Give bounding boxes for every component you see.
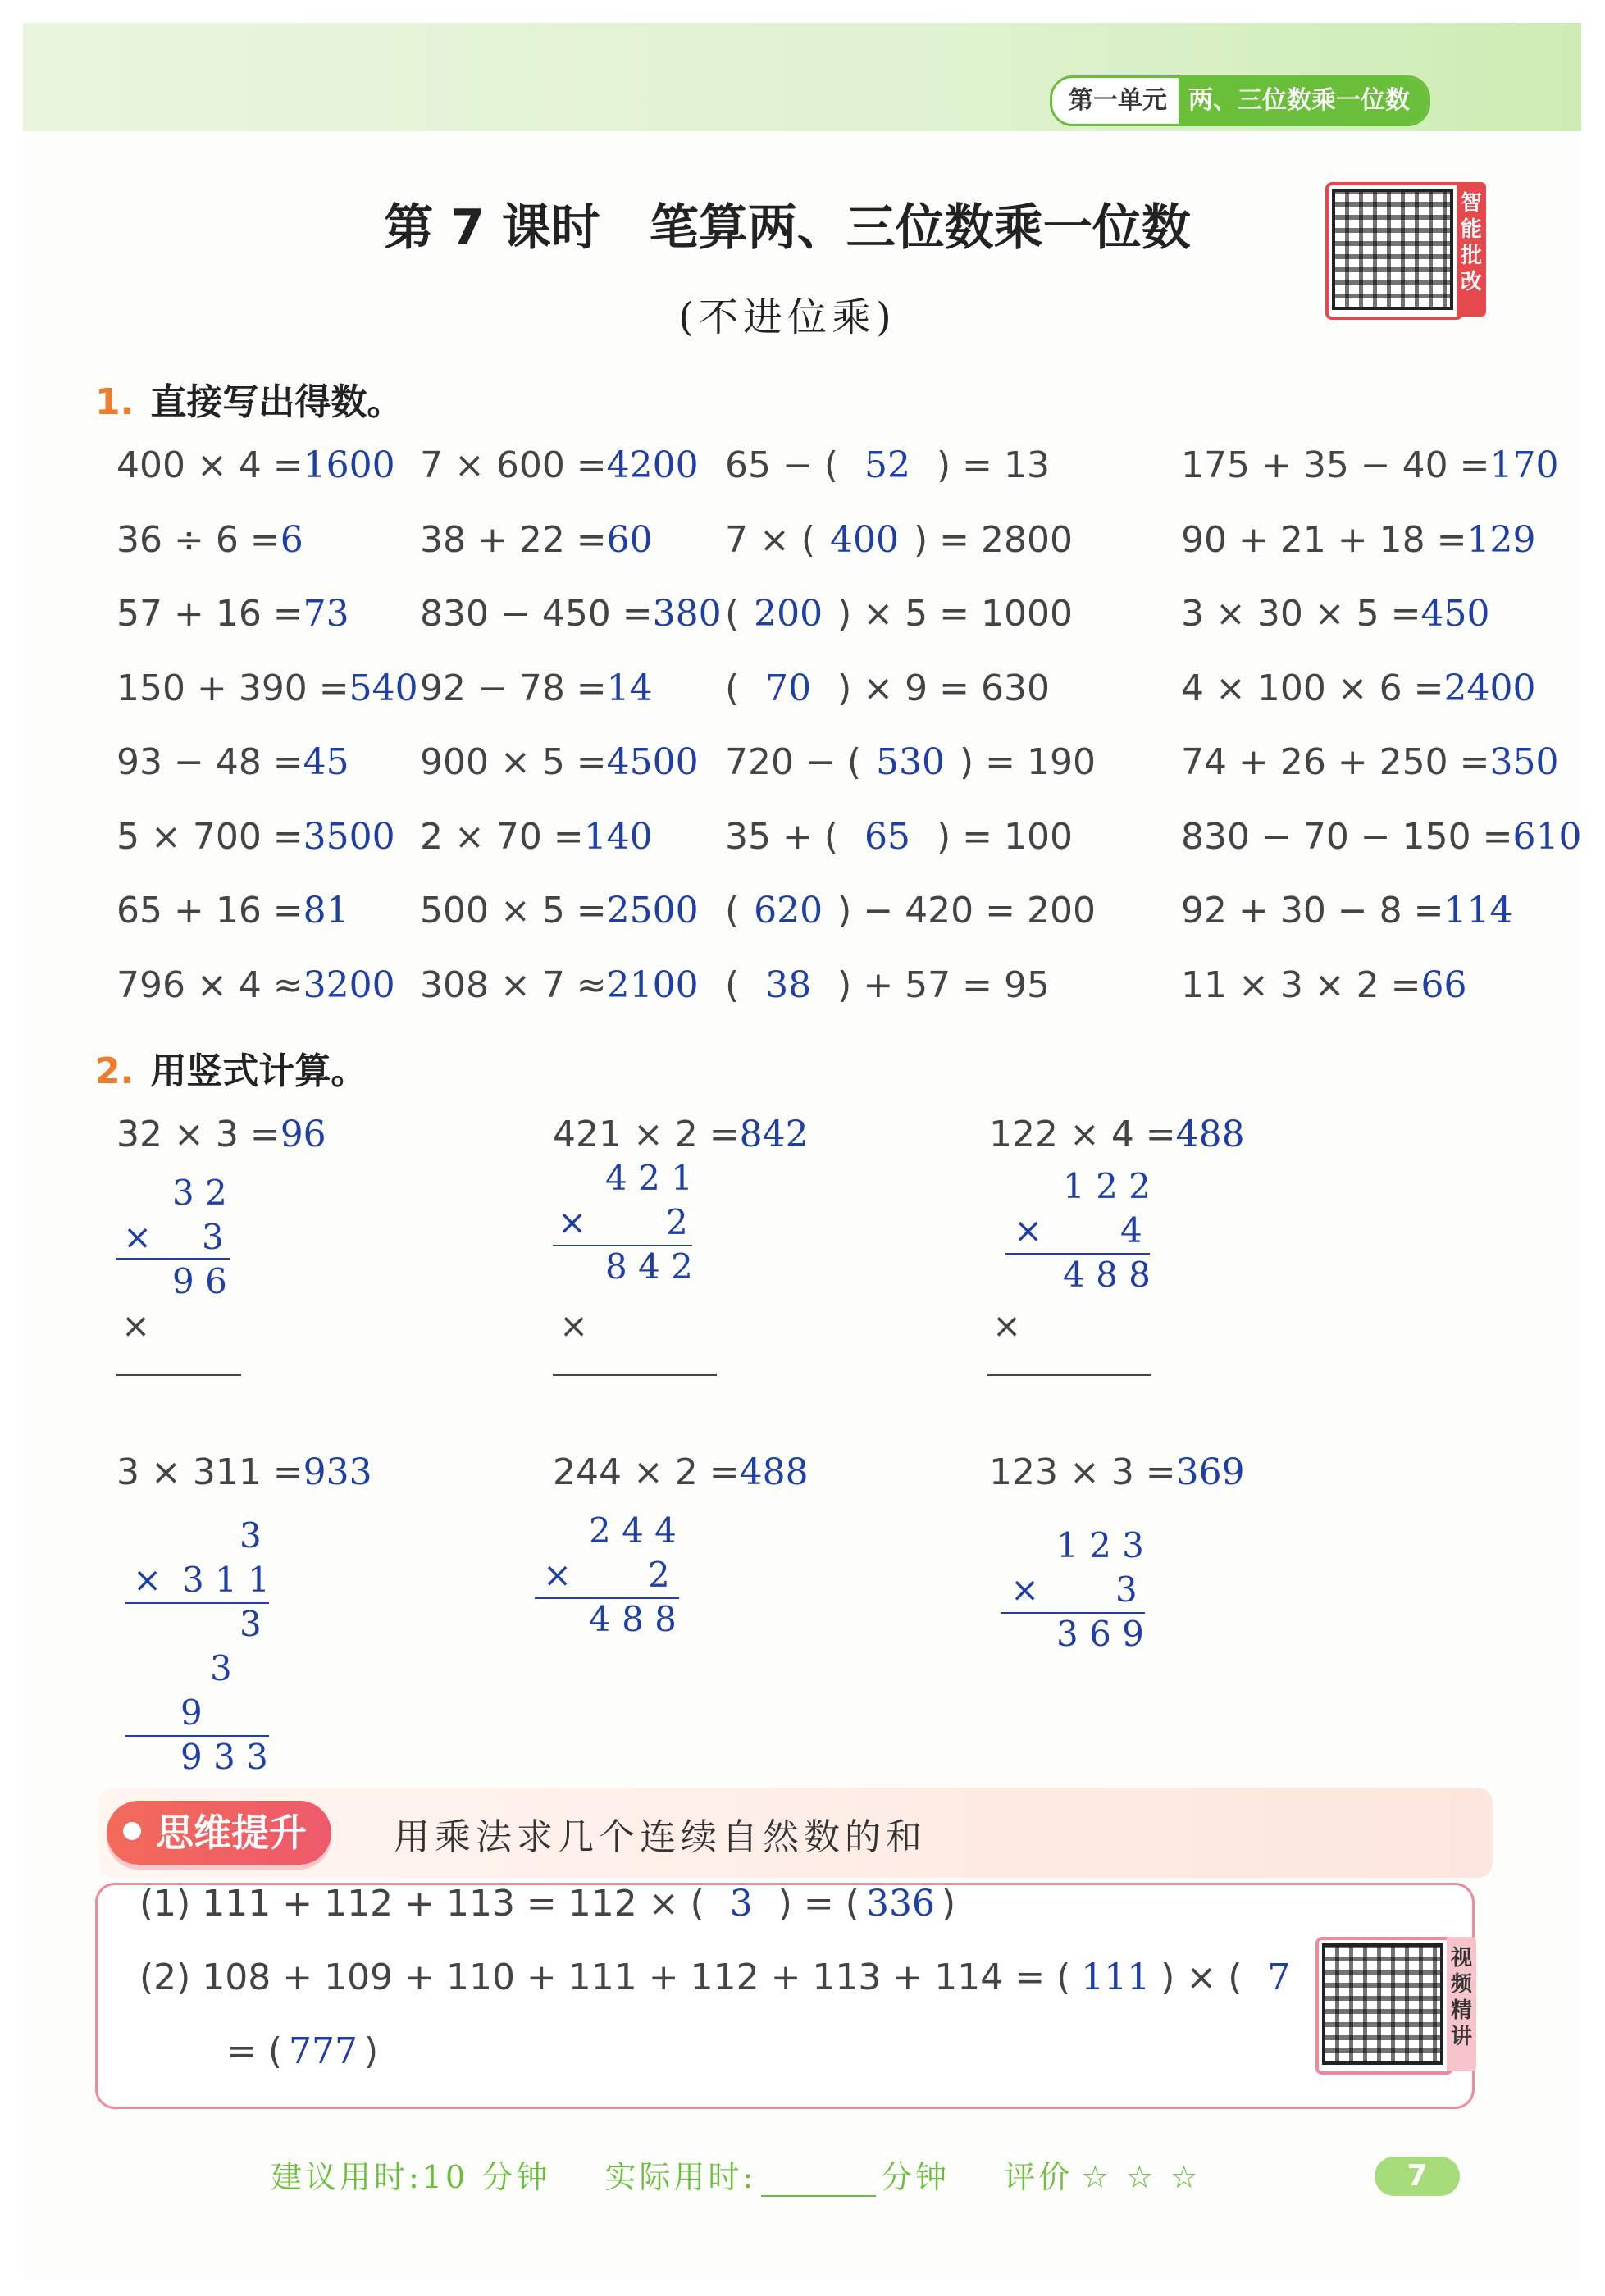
- oral-calc-item: 308 × 7 ≈2100: [420, 963, 699, 1006]
- vertical-result: 3 6 9: [1056, 1614, 1144, 1654]
- oral-calc-item: ( 70 ) × 9 = 630: [725, 667, 1050, 709]
- unit-label: 第一单元: [1069, 86, 1167, 115]
- answer: 380: [652, 593, 722, 635]
- oral-calc-item: 36 ÷ 6 =6: [116, 518, 303, 561]
- answer: 3: [729, 1883, 753, 1925]
- answer: 2500: [606, 890, 699, 932]
- lesson-title: 第 7 课时 笔算两、三位数乘一位数: [384, 199, 1191, 257]
- vertical-result: 9 6: [172, 1261, 227, 1301]
- oral-calc-item: 2 × 70 =140: [420, 815, 653, 858]
- answer: 450: [1420, 593, 1490, 635]
- answer: 400: [830, 518, 899, 561]
- vertical-top: 3: [239, 1515, 262, 1556]
- answer: 52: [864, 444, 910, 486]
- oral-calc-item: 150 + 390 =540: [116, 667, 418, 709]
- section-label: 直接写出得数。: [150, 381, 404, 423]
- qr-code-icon[interactable]: [1332, 189, 1453, 310]
- partial-product: 3: [210, 1648, 232, 1688]
- thinking-title: 用乘法求几个连续自然数的和: [394, 1816, 927, 1858]
- thinking-tag: 思维提升: [107, 1801, 331, 1865]
- oral-calc-item: 65 − ( 52 ) = 13: [725, 444, 1050, 486]
- vertical-problem-1: 32 × 3 =96: [116, 1114, 326, 1155]
- qr-label-char: 批: [1460, 244, 1482, 268]
- oral-calc-item: ( 200 ) × 5 = 1000: [725, 593, 1073, 635]
- thinking-question-2-result: = ( 777 ): [226, 2030, 379, 2072]
- vertical-top: 1 2 3: [1056, 1525, 1144, 1565]
- oral-calc-item: 7 × ( 400 ) = 2800: [725, 518, 1073, 561]
- oral-calc-item: ( 620 ) − 420 = 200: [725, 890, 1096, 932]
- answer: 200: [754, 593, 823, 635]
- oral-calc-item: 500 × 5 =2500: [420, 890, 699, 932]
- answer: 81: [303, 890, 349, 932]
- times-sign: ×: [558, 1202, 587, 1242]
- vertical-multiplier: 4: [1120, 1210, 1142, 1250]
- oral-calc-item: 3 × 30 × 5 =450: [1181, 593, 1490, 635]
- answer: 540: [349, 667, 418, 709]
- oral-calc-item: 65 + 16 =81: [116, 890, 349, 932]
- oral-calc-item: 5 × 700 =3500: [116, 815, 395, 858]
- answer: 336: [865, 1883, 935, 1925]
- footer-timing: [271, 2152, 1201, 2197]
- answer: 65: [864, 815, 910, 858]
- answer: 45: [303, 741, 349, 783]
- oral-calc-item: 38 + 22 =60: [420, 518, 653, 561]
- oral-calc-item: 90 + 21 + 18 =129: [1181, 518, 1536, 561]
- vertical-multiplier: 2: [666, 1202, 688, 1242]
- thinking-question-2: (2) 108 + 109 + 110 + 111 + 112 + 113 + 114 = ( 111 ) × ( 7: [139, 1957, 1330, 1998]
- answer: 2100: [606, 963, 699, 1006]
- oral-calc-item: 57 + 16 =73: [116, 593, 349, 635]
- answer: 842: [739, 1114, 809, 1155]
- vertical-multiplier: 2: [648, 1555, 670, 1595]
- qr-label-char: 精: [1450, 1998, 1472, 2023]
- answer: 96: [280, 1114, 326, 1155]
- vertical-top: 3 2: [172, 1173, 227, 1213]
- blank-line: [987, 1374, 1151, 1376]
- answer: 620: [754, 890, 823, 932]
- answer: 6: [280, 518, 303, 561]
- times-sign: ×: [133, 1560, 162, 1600]
- answer: 4500: [606, 741, 699, 783]
- oral-calc-item: 74 + 26 + 250 =350: [1181, 741, 1559, 783]
- blank-line: [553, 1374, 717, 1376]
- qr-label-top: [1457, 182, 1486, 317]
- answer: 1600: [303, 444, 395, 486]
- section-1-heading: [95, 372, 403, 425]
- unit-topic: 两、三位数乘一位数: [1179, 78, 1428, 124]
- answer: 369: [1175, 1451, 1245, 1493]
- vertical-top: 1 2 2: [1063, 1166, 1151, 1206]
- vertical-multiplier: 3: [202, 1217, 224, 1257]
- oral-calc-item: 4 × 100 × 6 =2400: [1181, 667, 1536, 709]
- unit-badge: [1050, 75, 1430, 126]
- rating-label: 评价: [1004, 2159, 1074, 2195]
- oral-calc-item: 7 × 600 =4200: [420, 444, 699, 486]
- answer: 610: [1512, 815, 1582, 858]
- section-2-heading: [95, 1041, 367, 1094]
- times-sign: ×: [1014, 1210, 1043, 1250]
- partial-product: 3: [239, 1604, 262, 1644]
- qr-label-char: 频: [1450, 1972, 1472, 1997]
- page-number: 7: [1375, 2157, 1460, 2196]
- times-sign: ×: [1010, 1569, 1040, 1610]
- oral-calc-item: 900 × 5 =4500: [420, 741, 699, 783]
- qr-label-char: 讲: [1450, 2025, 1472, 2049]
- vertical-problem-6: 123 × 3 =369: [989, 1451, 1245, 1493]
- answer: 170: [1489, 444, 1559, 486]
- answer: 350: [1489, 741, 1559, 783]
- answer: 111: [1081, 1957, 1151, 1998]
- answer: 114: [1443, 890, 1513, 932]
- star-icon[interactable]: ☆ ☆ ☆: [1081, 2159, 1201, 2195]
- vertical-result: 8 4 2: [605, 1246, 693, 1287]
- vertical-problem-3: 122 × 4 =488: [989, 1114, 1245, 1155]
- lesson-subtitle: (不进位乘): [678, 294, 896, 340]
- oral-calc-item: 720 − ( 530 ) = 190: [725, 741, 1096, 783]
- vertical-multiplier: 3: [1115, 1569, 1138, 1610]
- oral-calc-item: 92 + 30 − 8 =114: [1181, 890, 1513, 932]
- answer: 4200: [606, 444, 699, 486]
- vertical-problem-2: 421 × 2 =842: [553, 1114, 809, 1155]
- answer: 7: [1267, 1957, 1291, 1998]
- answer: 66: [1420, 963, 1467, 1006]
- section-number: 1.: [95, 381, 135, 423]
- answer: 70: [765, 667, 812, 709]
- answer: 3200: [303, 963, 395, 1006]
- section-number: 2.: [95, 1050, 135, 1092]
- section-label: 用竖式计算。: [150, 1050, 367, 1092]
- answer: 14: [606, 667, 653, 709]
- times-sign: ×: [559, 1305, 589, 1346]
- vertical-multiplier: 3 1 1: [182, 1560, 270, 1600]
- answer: 933: [303, 1451, 372, 1493]
- oral-calc-item: 400 × 4 =1600: [116, 444, 395, 486]
- oral-calc-item: 796 × 4 ≈3200: [116, 963, 395, 1006]
- oral-calc-item: 92 − 78 =14: [420, 667, 653, 709]
- oral-calc-item: ( 38 ) + 57 = 95: [725, 963, 1050, 1006]
- times-sign: ×: [121, 1305, 151, 1346]
- actual-time-blank[interactable]: [761, 2171, 876, 2197]
- answer: 777: [289, 2030, 358, 2072]
- qr-code-icon[interactable]: [1322, 1943, 1443, 2065]
- answer: 488: [1175, 1114, 1245, 1155]
- qr-label-char: 智: [1460, 191, 1482, 216]
- oral-calc-item: 830 − 70 − 150 =610: [1181, 815, 1582, 858]
- vertical-result: 4 8 8: [1063, 1255, 1151, 1295]
- oral-calc-item: 175 + 35 − 40 =170: [1181, 444, 1559, 486]
- qr-label-bottom: [1447, 1937, 1476, 2071]
- oral-calc-item: 830 − 450 =380: [420, 593, 722, 635]
- vertical-result: 4 8 8: [589, 1599, 677, 1639]
- actual-time-label: 实际用时:: [604, 2159, 757, 2195]
- answer: 73: [303, 593, 349, 635]
- answer: 530: [876, 741, 945, 783]
- thinking-bullet-icon: [123, 1822, 141, 1840]
- vertical-problem-4: 3 × 311 =933: [116, 1451, 372, 1493]
- partial-product: 9: [180, 1692, 203, 1733]
- answer: 140: [583, 815, 653, 858]
- minutes-label: 分钟: [881, 2159, 951, 2195]
- qr-label-char: 能: [1460, 217, 1482, 242]
- answer: 488: [739, 1451, 809, 1493]
- times-sign: ×: [992, 1305, 1022, 1346]
- answer: 3500: [303, 815, 395, 858]
- vertical-top: 2 4 4: [589, 1510, 677, 1551]
- oral-calc-item: 93 − 48 =45: [116, 741, 349, 783]
- times-sign: ×: [543, 1555, 572, 1595]
- oral-calc-item: 35 + ( 65 ) = 100: [725, 815, 1073, 858]
- qr-label-char: 改: [1460, 270, 1482, 294]
- answer: 60: [606, 518, 653, 561]
- answer: 38: [765, 963, 812, 1006]
- times-sign: ×: [123, 1217, 153, 1257]
- vertical-problem-5: 244 × 2 =488: [553, 1451, 809, 1493]
- suggested-time: 建议用时:10 分钟: [271, 2159, 551, 2195]
- answer: 129: [1466, 518, 1536, 561]
- answer: 2400: [1443, 667, 1536, 709]
- qr-label-char: 视: [1450, 1946, 1472, 1970]
- oral-calc-item: 11 × 3 × 2 =66: [1181, 963, 1467, 1006]
- vertical-result: 9 3 3: [180, 1737, 268, 1777]
- vertical-top: 4 2 1: [605, 1158, 693, 1198]
- blank-line: [116, 1374, 241, 1376]
- thinking-question-1: (1) 111 + 112 + 113 = 112 × ( 3 ) = ( 336 ): [139, 1883, 956, 1925]
